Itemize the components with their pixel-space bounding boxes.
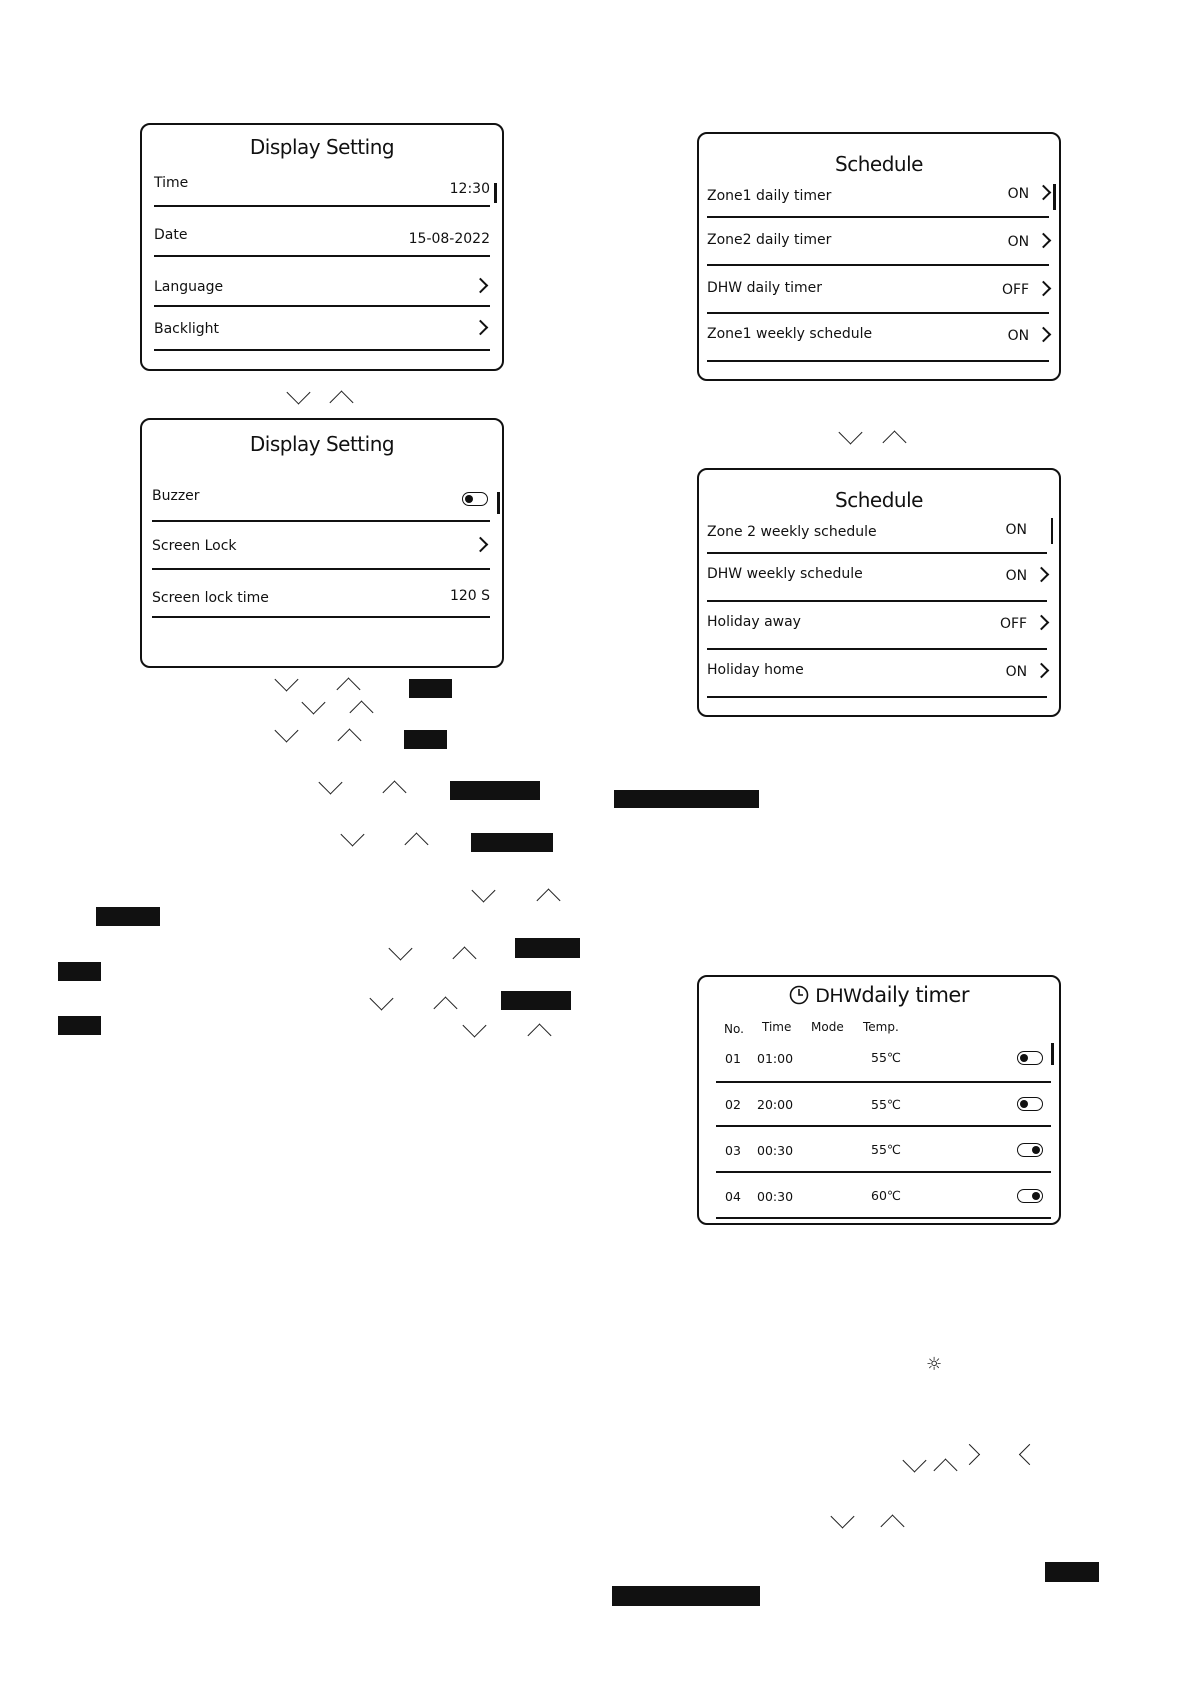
redaction-bar [501,991,571,1010]
redaction-bar [409,679,452,698]
up-arrow-icon [527,1023,551,1047]
column-header-temp: Temp. [863,1020,899,1034]
date-value: 15-08-2022 [408,231,490,247]
scrollbar-thumb[interactable] [494,183,497,203]
down-arrow-icon [301,690,325,714]
up-arrow-icon [882,430,906,454]
chevron-left-icon [1019,1444,1040,1465]
title-suffix: daily timer [861,983,969,1007]
schedule-row[interactable] [707,174,1049,218]
row-time: 20:00 [757,1097,794,1112]
down-arrow-icon [274,667,298,691]
row-temp: 60℃ [871,1188,901,1203]
up-arrow-icon [536,888,560,912]
column-header-no: No. [724,1022,744,1036]
row-time: 00:30 [757,1143,794,1158]
schedule-row[interactable] [707,602,1047,650]
row-label: Screen lock time [152,590,269,606]
up-arrow-icon [433,996,457,1020]
row-label: Holiday away [707,614,801,630]
status-value: ON [1008,328,1049,344]
row-toggle[interactable] [1017,1097,1043,1115]
down-arrow-icon [340,822,364,846]
chevron-right-icon [959,1444,980,1465]
status-value: OFF [1002,282,1049,298]
down-arrow-icon [830,1504,854,1528]
row-label: Language [154,279,224,295]
down-arrow-icon [838,420,862,444]
scrollbar-thumb[interactable] [1051,518,1053,544]
redaction-bar [58,962,101,981]
row-toggle[interactable] [1017,1189,1043,1207]
table-row[interactable] [716,1127,1051,1173]
redaction-bar [471,833,553,852]
table-row[interactable] [716,1039,1051,1083]
row-temp: 55℃ [871,1142,901,1157]
schedule-row[interactable] [707,650,1047,698]
down-arrow-icon [274,718,298,742]
redaction-bar [404,730,447,749]
row-number: 04 [725,1189,741,1204]
setting-row-time[interactable] [154,163,490,207]
row-label: Buzzer [152,488,200,504]
schedule-row[interactable] [707,314,1049,362]
redaction-bar [450,781,540,800]
time-value: 12:30 [449,181,490,197]
schedule-row[interactable] [707,554,1047,602]
chevron-right-icon [475,321,486,337]
panel-title [789,983,969,1007]
row-label: Zone 2 weekly schedule [707,524,877,540]
up-arrow-icon [404,832,428,856]
setting-row-language[interactable] [154,265,490,307]
row-label: Backlight [154,321,220,337]
row-time: 01:00 [757,1051,794,1066]
up-arrow-icon [452,946,476,970]
row-label: Screen Lock [152,538,237,554]
schedule-panel-1 [697,132,1061,381]
row-label: Holiday home [707,662,804,678]
title-prefix: DHW [815,985,862,1007]
status-value: ON [1005,522,1027,538]
up-arrow-icon [382,780,406,804]
row-temp: 55℃ [871,1097,901,1112]
down-arrow-icon [318,770,342,794]
row-toggle[interactable] [1017,1051,1043,1069]
row-label: Zone1 daily timer [707,188,832,204]
schedule-row[interactable] [707,218,1049,266]
row-label: DHW weekly schedule [707,566,863,582]
row-toggle[interactable] [1017,1143,1043,1161]
schedule-row[interactable] [707,514,1047,554]
up-arrow-icon [337,728,361,752]
status-value: ON [1008,234,1049,250]
row-label: DHW daily timer [707,280,822,296]
scrollbar-thumb[interactable] [1051,1043,1054,1065]
row-number: 03 [725,1143,741,1158]
down-arrow-icon [471,878,495,902]
panel-title: Display Setting [249,135,395,159]
row-label: Time [154,175,189,191]
setting-row-screen-lock[interactable] [152,520,490,570]
row-number: 02 [725,1097,741,1112]
panel-title: Schedule [835,488,923,512]
row-label: Zone1 weekly schedule [707,326,873,342]
redaction-bar [1045,1562,1099,1582]
screen-lock-time-value: 120 S [449,588,490,604]
clock-icon [789,985,809,1005]
down-arrow-icon [462,1013,486,1037]
status-value: ON [1006,664,1047,680]
row-temp: 55℃ [871,1050,901,1065]
up-arrow-icon [880,1514,904,1538]
buzzer-toggle[interactable] [462,492,488,510]
redaction-bar [614,790,759,808]
up-arrow-icon [329,390,353,414]
down-arrow-icon [369,986,393,1010]
dhw-daily-timer-panel [697,975,1061,1225]
row-label: Zone2 daily timer [707,232,832,248]
setting-row-backlight[interactable] [154,309,490,351]
sun-icon: ☼ [926,1354,943,1375]
scrollbar-thumb[interactable] [1053,184,1056,210]
column-header-time: Time [762,1020,792,1034]
setting-row-date[interactable] [154,215,490,257]
row-number: 01 [725,1051,741,1066]
table-row[interactable] [716,1083,1051,1127]
chevron-right-icon [475,279,486,295]
scrollbar-thumb[interactable] [497,492,500,514]
table-row[interactable] [716,1173,1051,1219]
status-value: ON [1006,568,1047,584]
column-header-mode: Mode [811,1020,844,1034]
redaction-bar [612,1586,760,1606]
panel-title: Schedule [835,152,923,176]
down-arrow-icon [902,1448,926,1472]
redaction-bar [96,907,160,926]
schedule-row[interactable] [707,266,1049,314]
up-arrow-icon [349,700,373,724]
schedule-panel-2 [697,468,1061,717]
display-setting-panel-2 [140,418,504,668]
down-arrow-icon [286,380,310,404]
row-time: 00:30 [757,1189,794,1204]
status-value: ON [1008,186,1049,202]
setting-row-screen-lock-time[interactable] [152,568,490,618]
down-arrow-icon [388,936,412,960]
setting-row-buzzer[interactable] [152,474,490,522]
row-label: Date [154,227,188,243]
up-arrow-icon [336,677,360,701]
up-arrow-icon [933,1458,957,1482]
redaction-bar [58,1016,101,1035]
status-value: OFF [1000,616,1047,632]
chevron-right-icon [475,538,486,554]
panel-title: Display Setting [249,432,395,456]
redaction-bar [515,938,580,958]
display-setting-panel-1 [140,123,504,371]
